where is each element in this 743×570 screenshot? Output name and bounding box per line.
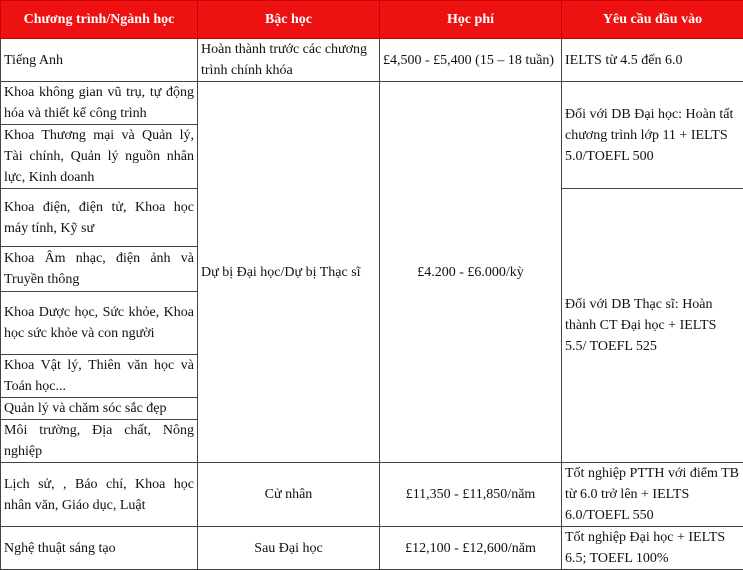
header-level: Bậc học	[198, 1, 380, 39]
postgrad-fee: £12,100 - £12,600/năm	[380, 527, 562, 570]
header-fee: Học phí	[380, 1, 562, 39]
foundation-program-4: Khoa Âm nhạc, điện ảnh và Truyền thông	[1, 247, 198, 292]
foundation-level: Dự bị Đại học/Dự bị Thạc sĩ	[198, 82, 380, 463]
english-program: Tiếng Anh	[1, 39, 198, 82]
foundation-program-5: Khoa Dược học, Sức khỏe, Khoa học sức khỏe và con người	[1, 292, 198, 355]
postgrad-level: Sau Đại học	[198, 527, 380, 570]
foundation-program-6: Khoa Vật lý, Thiên văn học và Toán học...	[1, 355, 198, 398]
foundation-program-2: Khoa Thương mại và Quản lý, Tài chính, Quản lý nguồn nhân lực, Kinh doanh	[1, 125, 198, 189]
foundation-requirement-postgrad: Đối với DB Thạc sĩ: Hoàn thành CT Đại học + IELTS 5.5/ TOEFL 525	[562, 189, 743, 463]
header-requirement: Yêu cầu đầu vào	[562, 1, 743, 39]
bachelor-fee: £11,350 - £11,850/năm	[380, 463, 562, 527]
foundation-fee: £4.200 - £6.000/kỳ	[380, 82, 562, 463]
table-row	[1, 463, 743, 527]
postgrad-program: Nghệ thuật sáng tạo	[1, 527, 198, 570]
header-program: Chương trình/Ngành học	[1, 1, 198, 39]
english-requirement: IELTS từ 4.5 đến 6.0	[562, 39, 743, 82]
foundation-program-8: Môi trường, Địa chất, Nông nghiệp	[1, 420, 198, 463]
table-row	[1, 39, 743, 82]
table-row	[1, 527, 743, 570]
bachelor-requirement: Tốt nghiệp PTTH với điểm TB từ 6.0 trở lên + IELTS 6.0/TOEFL 550	[562, 463, 743, 527]
bachelor-program: Lịch sử, , Báo chí, Khoa học nhân văn, Giáo dục, Luật	[1, 463, 198, 527]
header-row	[1, 1, 743, 39]
english-fee: £4,500 - £5,400 (15 – 18 tuần)	[380, 39, 562, 82]
postgrad-requirement: Tốt nghiệp Đại học + IELTS 6.5; TOEFL 100%	[562, 527, 743, 570]
foundation-program-1: Khoa không gian vũ trụ, tự động hóa và thiết kế công trình	[1, 82, 198, 125]
foundation-program-3: Khoa điện, điện tử, Khoa học máy tính, Kỹ sư	[1, 189, 198, 247]
bachelor-level: Cử nhân	[198, 463, 380, 527]
foundation-program-7: Quản lý và chăm sóc sắc đẹp	[1, 398, 198, 420]
foundation-requirement-undergrad: Đối với DB Đại học: Hoàn tất chương trình lớp 11 + IELTS 5.0/TOEFL 500	[562, 82, 743, 189]
english-level: Hoàn thành trước các chương trình chính khóa	[198, 39, 380, 82]
table-row	[1, 82, 743, 125]
